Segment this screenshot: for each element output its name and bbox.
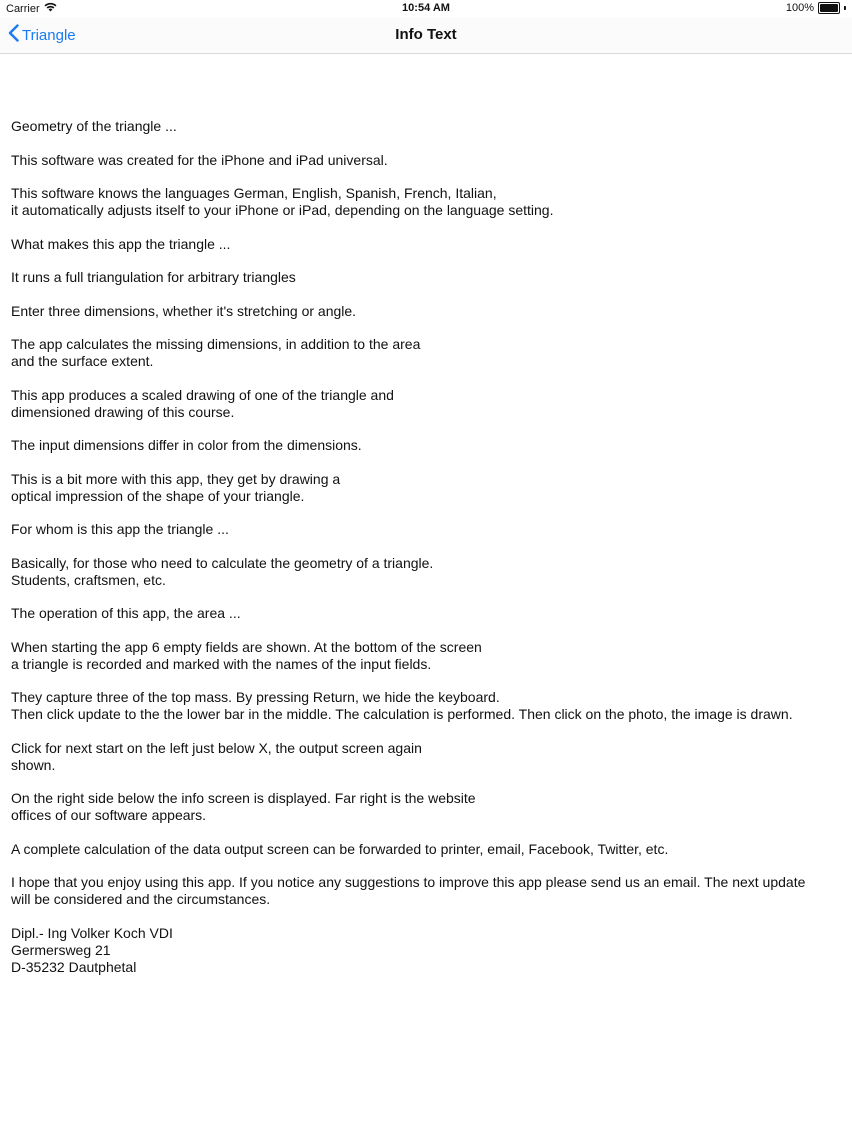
info-paragraph	[11, 689, 841, 723]
info-paragraph	[11, 185, 841, 219]
info-text-line: Dipl.- Ing Volker Koch VDI	[11, 924, 173, 941]
carrier-label: Carrier	[6, 2, 40, 15]
info-text-line: I hope that you enjoy using this app. If you notice any suggestions to improve this app please send us an email. The next update	[11, 874, 806, 890]
info-text-content	[11, 118, 841, 992]
info-text-line: A complete calculation of the data output screen can be forwarded to printer, email, Facebook, Twitter, etc.	[11, 840, 669, 857]
info-text-line: dimensioned drawing of this course.	[11, 403, 235, 420]
info-text-line: D-35232 Dautphetal	[11, 958, 137, 975]
info-text-line: This software was created for the iPhone and iPad universal.	[11, 151, 388, 168]
info-text-line: The operation of this app, the area ...	[11, 605, 241, 621]
info-paragraph	[11, 437, 841, 454]
info-text-line: offices of our software appears.	[11, 807, 207, 823]
info-paragraph	[11, 236, 841, 253]
battery-percent: 100%	[785, 2, 814, 14]
info-text-line: a triangle is recorded and marked with the names of the input fields.	[11, 655, 432, 672]
info-paragraph	[11, 841, 841, 858]
info-paragraph	[11, 471, 841, 505]
info-text-line: For whom is this app the triangle ...	[11, 521, 229, 537]
info-text-line: This app produces a scaled drawing of one of the triangle and	[11, 386, 394, 403]
info-paragraph	[11, 336, 841, 370]
info-text-line: The app calculates the missing dimensions, in addition to the area	[11, 336, 421, 352]
back-button-label: Triangle	[22, 26, 76, 44]
info-paragraph	[11, 152, 841, 169]
info-text-line: and the surface extent.	[11, 353, 154, 369]
info-text-line: Students, craftsmen, etc.	[11, 571, 166, 588]
info-paragraph	[11, 790, 841, 824]
info-paragraph	[11, 118, 841, 135]
info-paragraph	[11, 269, 841, 286]
navigation-bar	[0, 18, 852, 54]
info-text-line: This software knows the languages German, English, Spanish, French, Italian,	[11, 185, 497, 201]
info-paragraph	[11, 639, 841, 673]
status-time: 10:54 AM	[402, 2, 450, 14]
info-text-line: Basically, for those who need to calculate the geometry of a triangle.	[11, 554, 434, 571]
status-bar	[0, 0, 852, 18]
info-paragraph	[11, 925, 841, 976]
info-text-line: shown.	[11, 756, 56, 773]
battery-tip	[844, 6, 846, 10]
info-paragraph	[11, 303, 841, 320]
info-text-line: The input dimensions differ in color from the dimensions.	[11, 437, 362, 453]
info-text-line: Then click update to the the lower bar in the middle. The calculation is performed. Then click on the photo, the image is drawn.	[11, 706, 793, 722]
info-text-line: it automatically adjusts itself to your iPhone or iPad, depending on the language setting.	[11, 202, 554, 218]
info-paragraph	[11, 605, 841, 622]
info-text-line: Geometry of the triangle ...	[11, 118, 177, 134]
info-text-line: What makes this app the triangle ...	[11, 235, 231, 252]
info-text-line: Germersweg 21	[11, 941, 111, 958]
info-text-line: When starting the app 6 empty fields are shown. At the bottom of the screen	[11, 638, 482, 655]
info-paragraph	[11, 555, 841, 589]
info-text-line: They capture three of the top mass. By pressing Return, we hide the keyboard.	[11, 689, 500, 705]
battery-fill	[820, 4, 838, 12]
info-text-line: It runs a full triangulation for arbitrary triangles	[11, 269, 296, 285]
info-text-line: optical impression of the shape of your triangle.	[11, 487, 305, 504]
info-paragraph	[11, 874, 841, 908]
battery-icon	[818, 2, 840, 14]
info-text-line: This is a bit more with this app, they get by drawing a	[11, 470, 341, 487]
page-title: Info Text	[395, 26, 457, 43]
info-text-line: On the right side below the info screen is displayed. Far right is the website	[11, 790, 476, 806]
info-text-line: Enter three dimensions, whether it's stretching or angle.	[11, 302, 357, 319]
info-paragraph	[11, 387, 841, 421]
info-text-line: will be considered and the circumstances.	[11, 891, 271, 907]
info-paragraph	[11, 740, 841, 774]
info-paragraph	[11, 521, 841, 538]
info-text-line: Click for next start on the left just below X, the output screen again	[11, 739, 422, 756]
status-right	[786, 2, 846, 14]
